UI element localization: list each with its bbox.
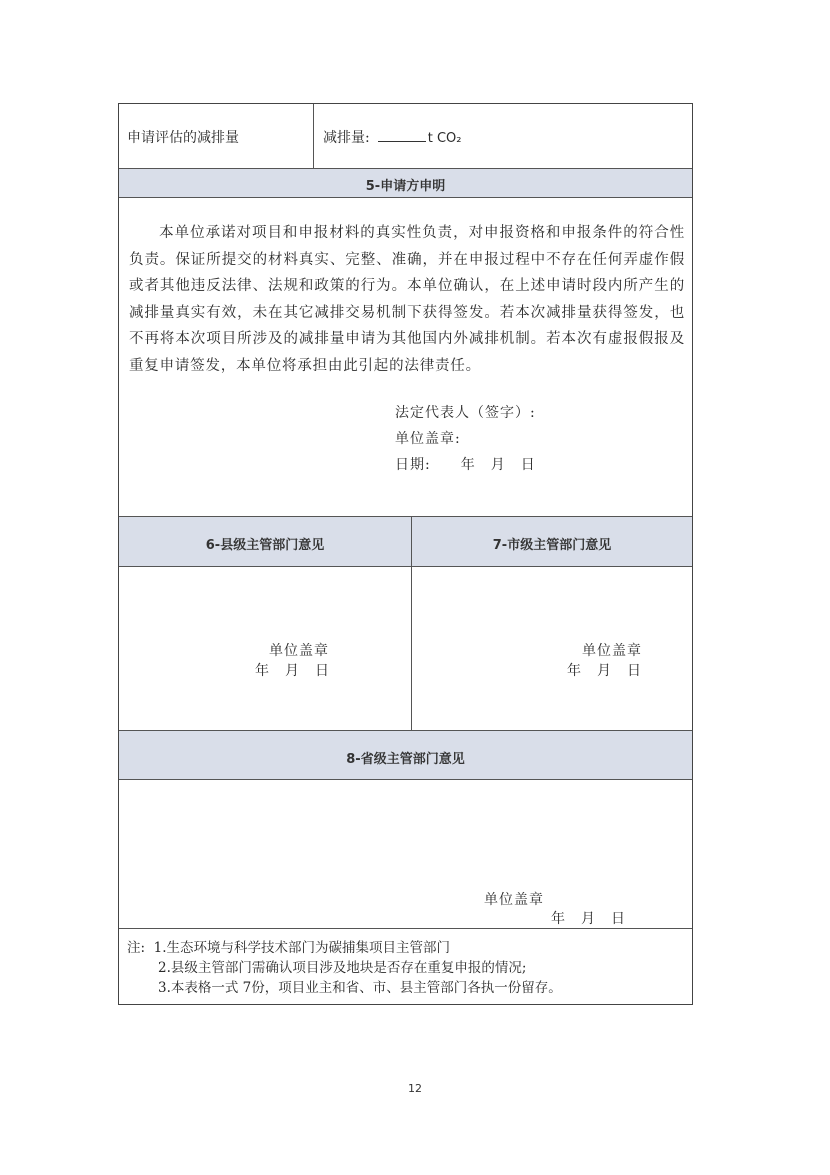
section6-title: 6-县级主管部门意见 — [205, 538, 325, 553]
divider — [119, 928, 692, 929]
divider — [119, 197, 692, 198]
applicant-seal: 单位盖章: — [395, 431, 461, 447]
county-date: 年 月 日 — [255, 663, 330, 679]
county-seal: 单位盖章 — [269, 643, 329, 659]
application-form-table — [118, 103, 693, 1005]
section7-title: 7-市级主管部门意见 — [492, 538, 612, 553]
page-number: 12 — [408, 1082, 422, 1095]
reduction-prefix: 减排量: — [323, 130, 370, 146]
reduction-value-field — [323, 127, 461, 147]
note-text-1: 1.生态环境与科学技术部门为碳捕集项目主管部门 — [153, 940, 451, 956]
province-date: 年 月 日 — [551, 911, 626, 927]
note-item-1 — [127, 938, 562, 958]
reduction-unit: t CO₂ — [427, 131, 462, 146]
section8-header — [119, 731, 692, 779]
province-seal: 单位盖章 — [484, 892, 544, 908]
city-seal: 单位盖章 — [582, 643, 642, 659]
column-divider — [313, 104, 314, 168]
applicant-date: 日期: 年 月 日 — [395, 457, 536, 473]
divider — [119, 779, 692, 780]
legal-rep-signature: 法定代表人（签字）: — [395, 405, 536, 421]
notes-block — [127, 938, 562, 998]
section5-title: 5-申请方申明 — [365, 179, 446, 194]
section8-title: 8-省级主管部门意见 — [346, 752, 465, 767]
section6-7-header — [119, 517, 692, 566]
column-divider — [411, 516, 412, 730]
note-item-2: 2.县级主管部门需确认项目涉及地块是否存在重复申报的情况; — [158, 960, 527, 976]
declaration-text: 本单位承诺对项目和申报材料的真实性负责，对申报资格和申报条件的符合性负责。保证所提交的材料真实、完整、准确，并在申报过程中不存在任何弄虚作假或者其他违反法律、法规和政策的行为。本单位确认，在上述申请时段内所产生的减排量真实有效，未在其它减排交易机制下获得签发。若本次减排量获得签发，也不再将本次项目所涉及的减排量申请为其他国内外减排机制。若本次有虚报假报及重复申请签发，本单位将承担由此引起的法律责任。 — [129, 225, 685, 374]
declaration-paragraph — [129, 220, 685, 379]
reduction-label: 申请评估的减排量 — [127, 130, 239, 146]
city-date: 年 月 日 — [567, 663, 642, 679]
notes-prefix: 注: — [127, 940, 146, 956]
reduction-blank-line — [378, 129, 426, 142]
section5-header — [119, 169, 692, 197]
note-item-3: 3.本表格一式 7份，项目业主和省、市、县主管部门各执一份留存。 — [158, 980, 562, 996]
divider — [119, 566, 692, 567]
